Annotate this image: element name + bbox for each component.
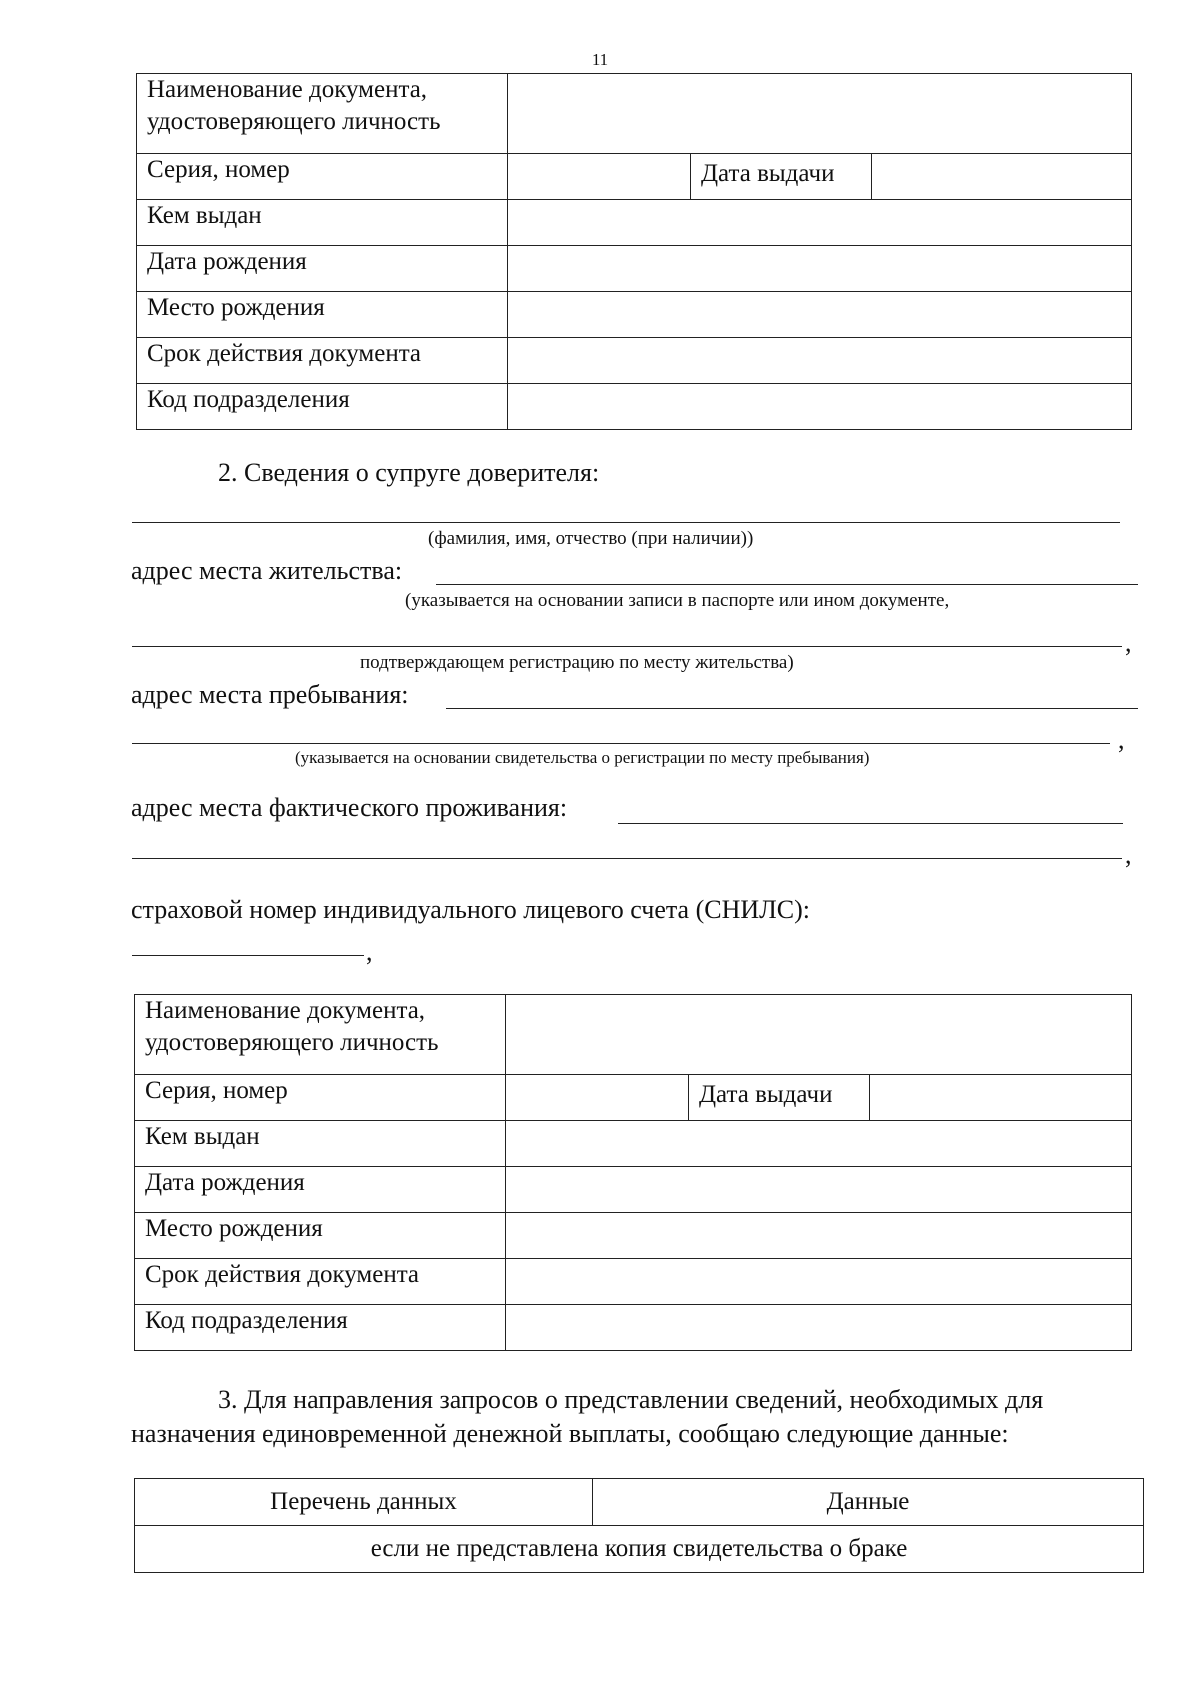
requested-data-table [134,1478,1144,1573]
identity-document-table-2 [134,994,1132,1351]
snils-label: страховой номер индивидуального лицевого счета (СНИЛС): [131,895,810,924]
identity-document-table-1 [136,73,1132,430]
birth-date-label: Дата рождения [135,1167,506,1213]
birth-place-label: Место рождения [137,292,508,338]
residence-hint-2: подтверждающем регистрацию по месту жительства) [360,652,794,673]
division-code-field[interactable] [506,1305,1132,1351]
stay-line-1[interactable] [446,708,1138,709]
validity-label: Срок действия документа [135,1259,506,1305]
issued-by-label: Кем выдан [135,1121,506,1167]
birth-place-field[interactable] [508,292,1132,338]
validity-field[interactable] [506,1259,1132,1305]
issue-date-field[interactable] [870,1075,1132,1121]
birth-place-field[interactable] [506,1213,1132,1259]
actual-residence-line-2[interactable] [132,858,1122,859]
fio-hint: (фамилия, имя, отчество (при наличии)) [428,528,754,549]
series-number-field[interactable] [506,1075,689,1121]
series-number-field[interactable] [508,154,691,200]
data-values-header: Данные [593,1479,1144,1526]
issued-by-field[interactable] [508,200,1132,246]
doc-name-label: Наименование документа, удостоверяющего личность [135,995,506,1075]
page-number: 11 [591,50,609,69]
stay-label: адрес места пребывания: [131,680,409,709]
actual-residence-line-1[interactable] [618,823,1123,824]
marriage-certificate-row: если не представлена копия свидетельства о браке [135,1526,1144,1573]
snils-comma: , [366,937,373,966]
residence-comma: , [1125,628,1132,657]
birth-date-field[interactable] [506,1167,1132,1213]
series-number-label: Серия, номер [135,1075,506,1121]
actual-residence-label: адрес места фактического проживания: [131,793,568,822]
validity-field[interactable] [508,338,1132,384]
series-number-label: Серия, номер [137,154,508,200]
birth-place-label: Место рождения [135,1213,506,1259]
residence-hint-1: (указывается на основании записи в паспорте или ином документе, [405,590,950,611]
doc-name-field[interactable] [508,74,1132,154]
division-code-label: Код подразделения [135,1305,506,1351]
actual-residence-comma: , [1125,840,1132,869]
issued-by-label: Кем выдан [137,200,508,246]
fio-line[interactable] [132,522,1120,523]
issue-date-label: Дата выдачи [689,1075,870,1121]
birth-date-label: Дата рождения [137,246,508,292]
snils-line[interactable] [132,955,364,956]
doc-name-field[interactable] [506,995,1132,1075]
division-code-label: Код подразделения [137,384,508,430]
stay-comma: , [1118,725,1125,754]
stay-hint: (указывается на основании свидетельства о регистрации по месту пребывания) [295,748,870,767]
division-code-field[interactable] [508,384,1132,430]
birth-date-field[interactable] [508,246,1132,292]
section-2-heading: 2. Сведения о супруге доверителя: [218,458,600,487]
residence-label: адрес места жительства: [131,556,403,585]
stay-line-2[interactable] [132,743,1110,744]
issue-date-field[interactable] [872,154,1132,200]
section-3-paragraph: 3. Для направления запросов о представлении сведений, необходимых для назначения единовременной денежной выплаты, сообщаю следующие данные: [131,1385,1044,1448]
residence-line-1[interactable] [436,584,1138,585]
issued-by-field[interactable] [506,1121,1132,1167]
data-list-header: Перечень данных [135,1479,593,1526]
validity-label: Срок действия документа [137,338,508,384]
doc-name-label: Наименование документа, удостоверяющего личность [137,74,508,154]
issue-date-label: Дата выдачи [691,154,872,200]
residence-line-2[interactable] [132,646,1122,647]
